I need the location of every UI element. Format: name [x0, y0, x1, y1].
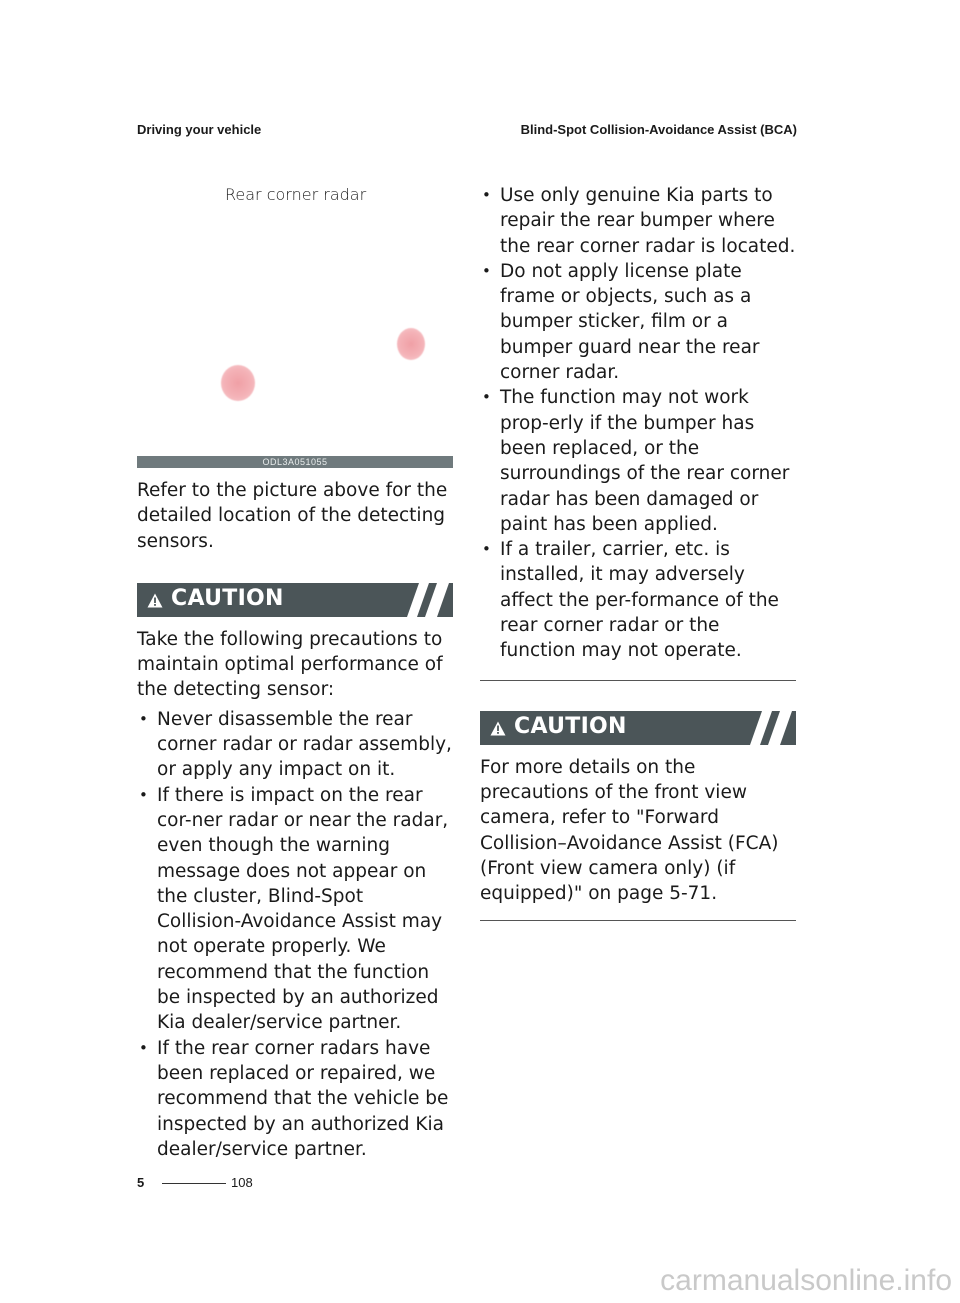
watermark: carmanualsonline.info	[660, 1264, 952, 1297]
caution-intro: Take the following precautions to maintain optimal performance of the detecting sensor:	[137, 628, 443, 701]
list-item: • Use only genuine Kia parts to repair the rear bumper where the rear corner radar is located.	[482, 185, 796, 257]
bullet-dot: •	[482, 261, 491, 280]
bullet-dot: •	[482, 186, 491, 204]
list-item: • If there is impact on the rear cor-ner radar or near the radar, even though the warning message does not appear on the cluster, Blind-Spot Collision-Avoidance Assist may not operate properly. We recommend that the function be inspected by an authorized Kia dealer/service partner.	[139, 784, 449, 1034]
caution-stripes-decoration	[407, 583, 453, 617]
caution-label-2: CAUTION	[514, 713, 627, 739]
bullet-dot: •	[482, 388, 491, 407]
bullet-dot: •	[139, 785, 148, 804]
caution-banner	[137, 583, 453, 617]
radar-location-marker-left	[221, 365, 255, 401]
left-column	[137, 183, 453, 1162]
caution-banner-2	[480, 711, 796, 745]
warning-triangle-icon	[490, 721, 506, 736]
figure-caption: Rear corner radar	[225, 185, 367, 204]
list-item: • Never disassemble the rear corner radar or radar assembly, or apply any impact on it.	[139, 708, 452, 781]
bullet-dot: •	[139, 1038, 148, 1057]
caution-end-divider	[480, 680, 796, 681]
chapter-number: 5	[137, 1175, 145, 1190]
bullet-dot: •	[139, 709, 148, 728]
running-header-section: Driving your vehicle	[137, 122, 262, 137]
caution-2-end-divider	[480, 920, 796, 921]
figure-code: ODL3A051055	[137, 456, 453, 468]
bullet-dot: •	[482, 540, 491, 559]
rear-corner-radar-figure	[137, 183, 453, 468]
list-item: • The function may not work prop-erly if the bumper has been replaced, or the surroundings of the rear corner radar has been damaged or paint has been applied.	[482, 387, 790, 535]
list-item: • Do not apply license plate frame or objects, such as a bumper sticker, film or a bumper guard near the rear corner radar.	[482, 260, 760, 384]
caution-2-text: For more details on the precautions of the front view camera, refer to "Forward Collision–Avoidance Assist (FCA) (Front view camera only) (if equipped)" on page 5-71.	[480, 756, 779, 905]
page-number: 108	[231, 1175, 253, 1190]
caution-list-left	[137, 707, 453, 1162]
caution-label: CAUTION	[171, 585, 284, 611]
running-header-topic: Blind-Spot Collision-Avoidance Assist (BCA)	[520, 122, 797, 137]
right-column	[480, 183, 796, 921]
list-item: • If a trailer, carrier, etc. is installed, it may adversely affect the per-formance of the rear corner radar or the function may not operate.	[482, 539, 779, 662]
footer-divider	[162, 1183, 226, 1184]
caution-stripes-decoration	[750, 711, 796, 745]
warning-triangle-icon	[147, 593, 163, 608]
radar-location-marker-right	[397, 328, 425, 360]
caution-list-right	[480, 183, 796, 664]
intro-paragraph: Refer to the picture above for the detailed location of the detecting sensors.	[137, 480, 448, 552]
list-item: • If the rear corner radars have been replaced or repaired, we recommend that the vehicle be inspected by an authorized Kia dealer/service partner.	[139, 1037, 449, 1160]
